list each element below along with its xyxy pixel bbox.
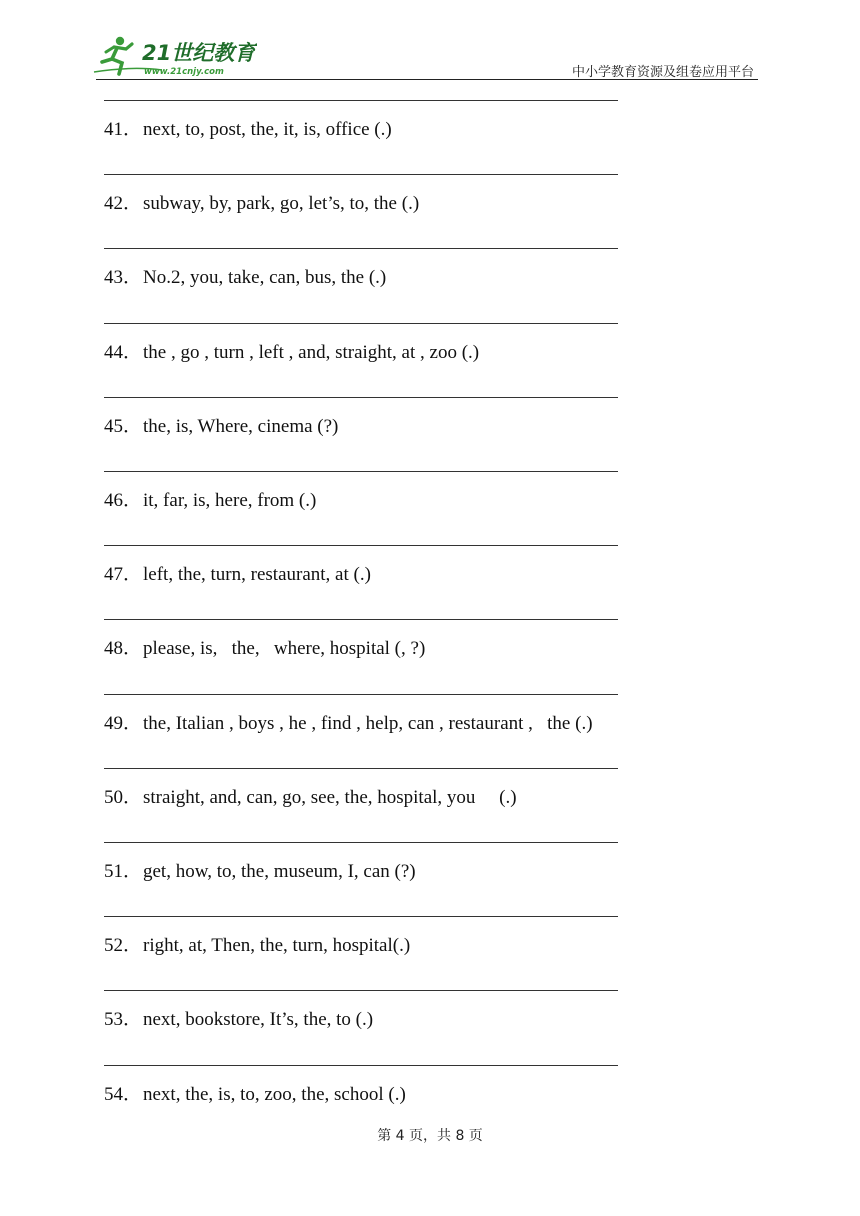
question-number: 48．	[104, 638, 143, 660]
question-item	[104, 267, 386, 289]
answer-line[interactable]	[104, 471, 618, 472]
answer-line[interactable]	[104, 545, 618, 546]
answer-line[interactable]	[104, 990, 618, 991]
answer-line[interactable]	[104, 100, 618, 101]
question-item	[104, 342, 479, 364]
logo-url-text: www.21cnjy.com	[144, 67, 224, 77]
answer-line[interactable]	[104, 619, 618, 620]
question-text: it, far, is, here, from (.)	[143, 490, 317, 511]
question-number: 45．	[104, 415, 143, 437]
question-item	[104, 1084, 406, 1106]
page-header	[0, 0, 860, 90]
question-number: 47．	[104, 564, 143, 586]
question-item	[104, 713, 593, 735]
question-text: the, Italian , boys , he , find , help, can , restaurant , the (.)	[143, 712, 593, 734]
question-item	[104, 193, 419, 215]
answer-line[interactable]	[104, 323, 618, 324]
question-text: right, at, Then, the, turn, hospital(.)	[143, 935, 411, 957]
logo-text: 21世纪教育	[142, 41, 256, 65]
question-number: 46．	[104, 490, 143, 511]
question-number: 42．	[104, 193, 143, 215]
question-item	[104, 119, 392, 141]
question-text: straight, and, can, go, see, the, hospital, you (.)	[143, 786, 517, 808]
question-text: next, bookstore, It’s, the, to (.)	[143, 1009, 374, 1031]
question-item	[104, 787, 517, 809]
question-number: 49．	[104, 712, 143, 734]
question-number: 54．	[104, 1083, 143, 1105]
question-number: 51．	[104, 861, 143, 882]
question-number: 50．	[104, 786, 143, 808]
question-text: No.2, you, take, can, bus, the (.)	[143, 267, 387, 289]
question-number: 41．	[104, 119, 143, 140]
question-item	[104, 861, 416, 883]
page-number: 第 4 页，共 8 页	[377, 1128, 483, 1144]
question-text: next, the, is, to, zoo, the, school (.)	[143, 1083, 406, 1105]
question-text: get, how, to, the, museum, I, can (?)	[143, 861, 416, 882]
site-name: 中小学教育资源及组卷应用平台	[571, 65, 754, 80]
question-number: 53．	[104, 1009, 143, 1031]
question-item	[104, 490, 316, 512]
question-item	[104, 935, 410, 957]
question-item	[104, 564, 371, 586]
answer-line[interactable]	[104, 842, 618, 843]
question-text: subway, by, park, go, let’s, to, the (.)	[143, 193, 420, 215]
question-text: next, to, post, the, it, is, office (.)	[143, 119, 392, 140]
answer-line[interactable]	[104, 768, 618, 769]
logo	[92, 32, 257, 78]
answer-line[interactable]	[104, 694, 618, 695]
answer-line[interactable]	[104, 174, 618, 175]
question-item	[104, 416, 338, 438]
question-text: left, the, turn, restaurant, at (.)	[143, 564, 371, 586]
question-text: the, is, Where, cinema (?)	[143, 415, 339, 437]
answer-line[interactable]	[104, 1065, 618, 1066]
header-divider	[96, 79, 758, 80]
question-item	[104, 638, 425, 660]
question-text: please, is, the, where, hospital (, ?)	[143, 638, 426, 660]
answer-line[interactable]	[104, 248, 618, 249]
answer-line[interactable]	[104, 397, 618, 398]
question-number: 44．	[104, 341, 143, 363]
question-number: 43．	[104, 267, 143, 289]
answer-line[interactable]	[104, 916, 618, 917]
question-text: the , go , turn , left , and, straight, at , zoo (.)	[143, 341, 480, 363]
question-item	[104, 1009, 373, 1031]
question-number: 52．	[104, 935, 143, 957]
